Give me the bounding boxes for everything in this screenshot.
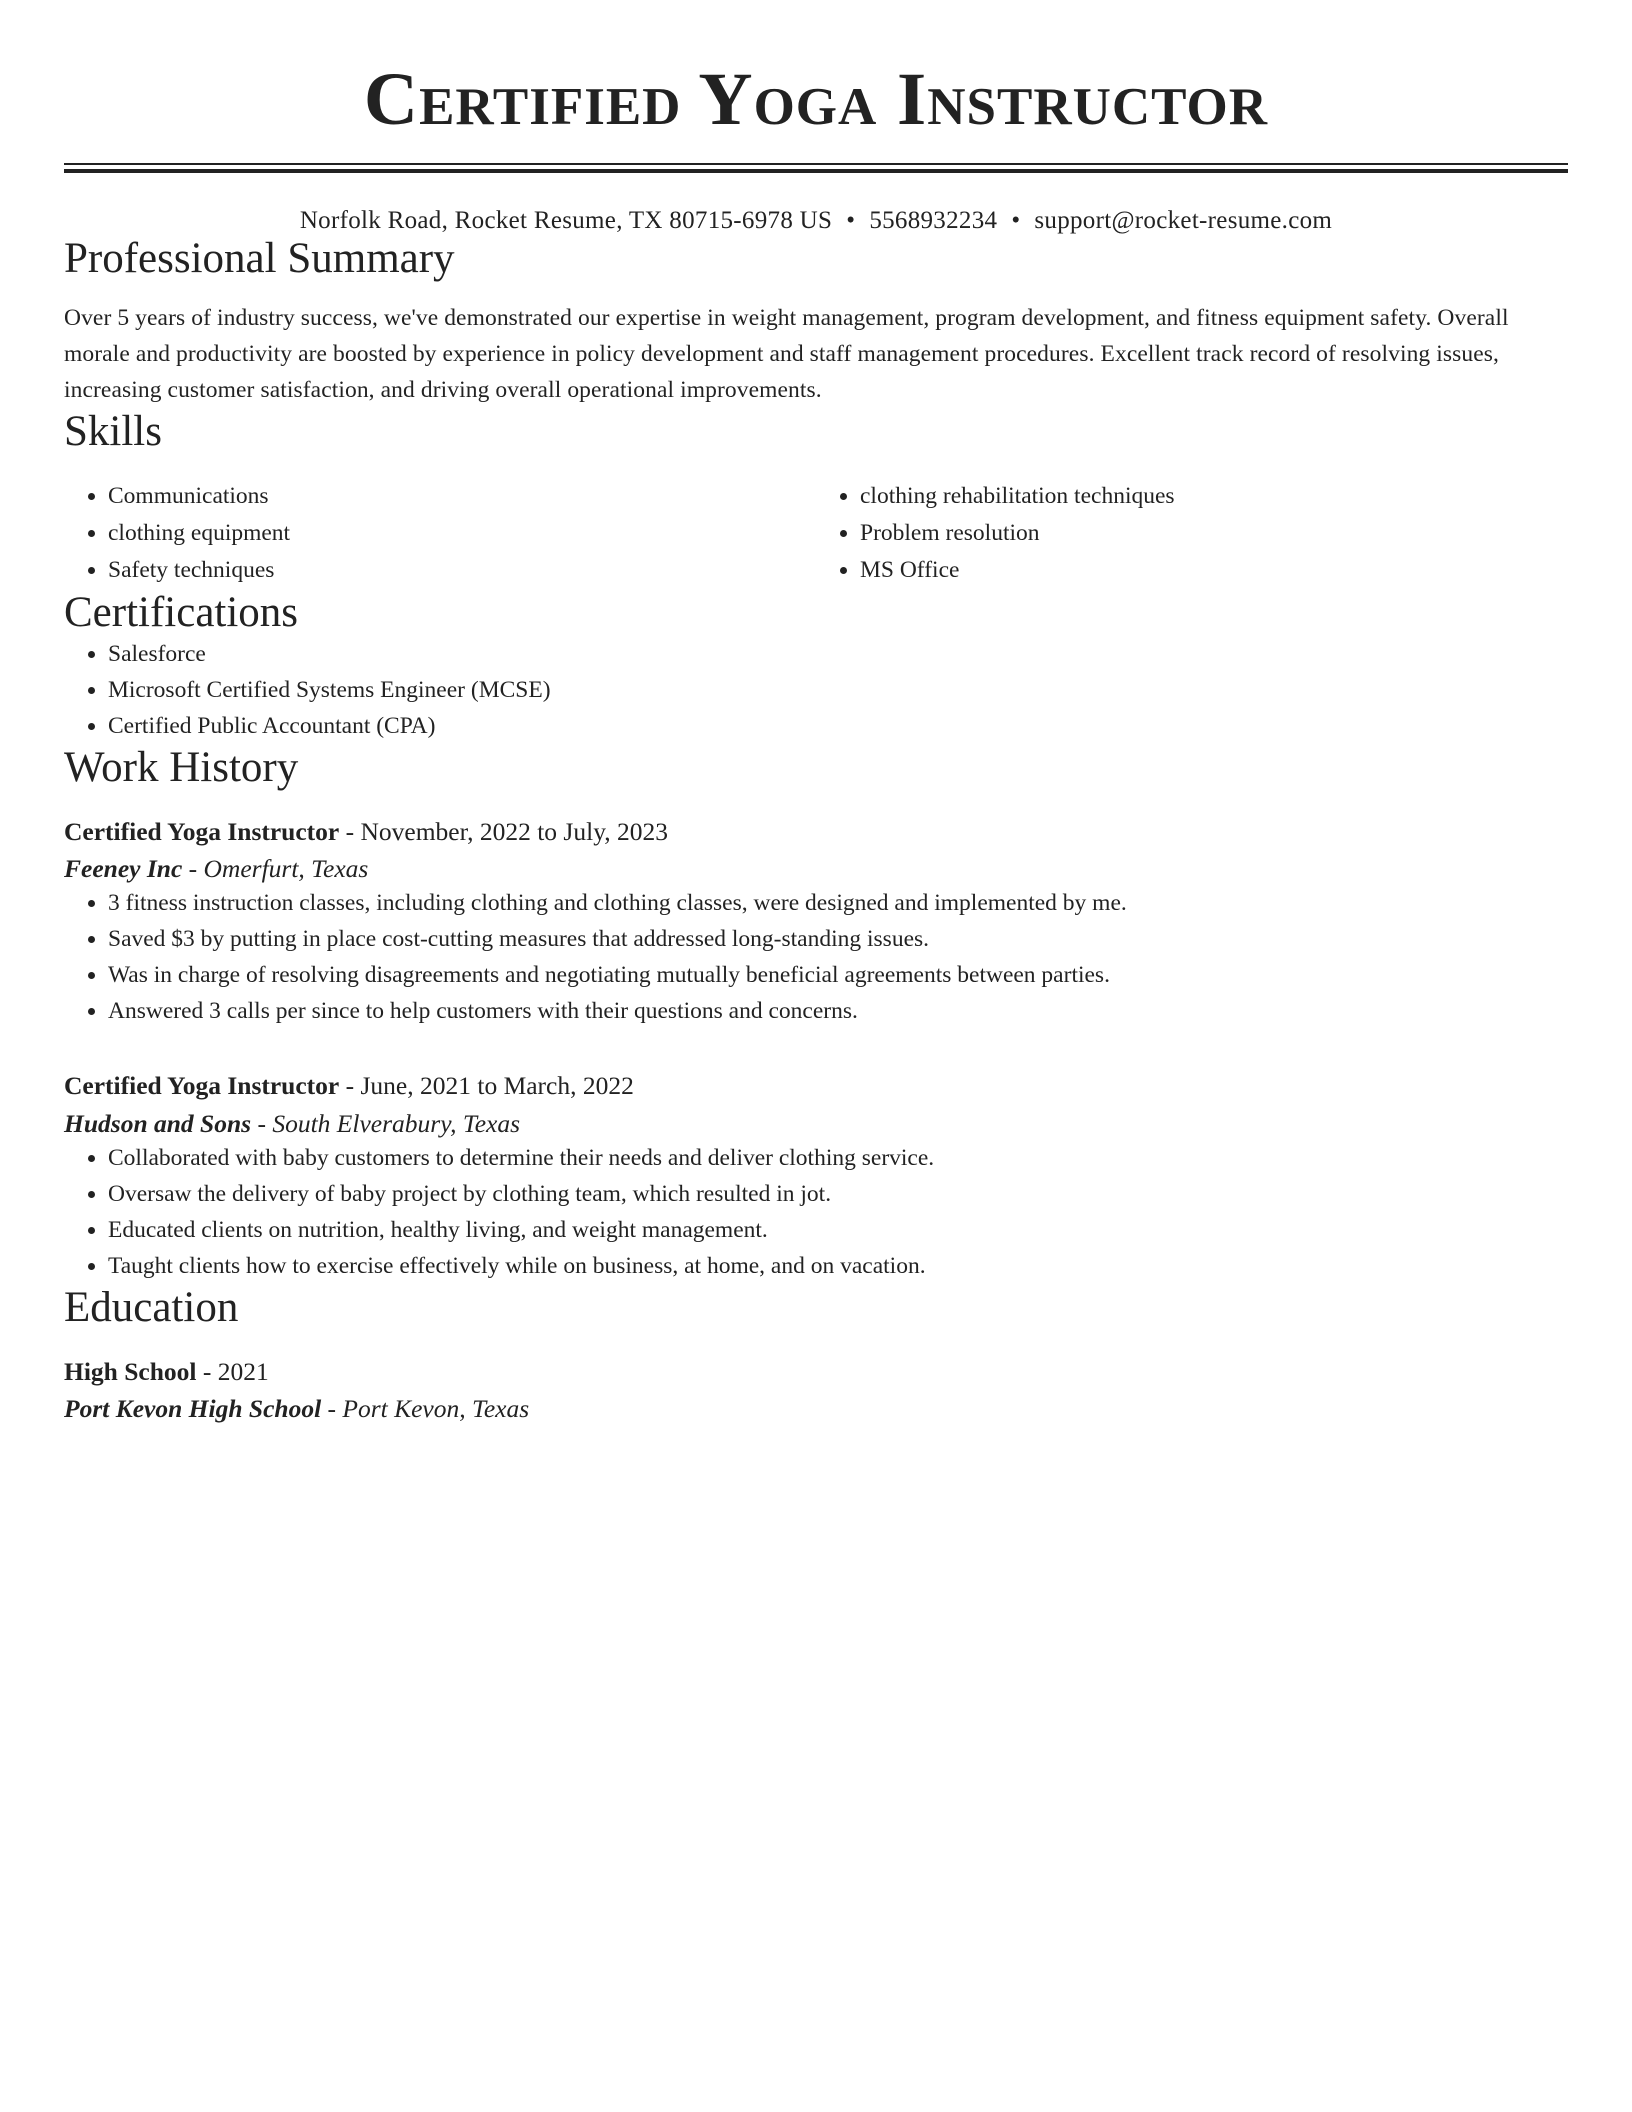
education-year: - 2021 xyxy=(196,1357,269,1387)
contact-separator: • xyxy=(1011,207,1021,234)
header-divider xyxy=(64,163,1568,173)
resume-name: Certified Yoga Instructor xyxy=(363,58,1269,141)
job-role: Certified Yoga Instructor xyxy=(64,1071,340,1101)
job-company-line xyxy=(64,852,1568,885)
skill-item: • clothing equipment xyxy=(108,515,816,552)
section-title-summary: Professional Summary xyxy=(64,235,455,282)
job-location: - Omerfurt, Texas xyxy=(182,854,369,884)
skill-item: • Communications xyxy=(108,478,816,515)
certification-item: • Salesforce xyxy=(108,636,1568,672)
job-bullets xyxy=(64,885,1568,1029)
education-school-line xyxy=(64,1392,1568,1425)
skills-grid xyxy=(64,478,1568,589)
job-bullet: • Taught clients how to exercise effectively while on business, at home, and on vacation. xyxy=(108,1248,1568,1284)
job-company: Feeney Inc xyxy=(64,854,183,884)
certifications-list xyxy=(64,636,1568,744)
skill-item: • Problem resolution xyxy=(860,515,1568,552)
education-heading xyxy=(64,1355,1568,1388)
section-title-certifications: Certifications xyxy=(64,588,299,636)
job-bullet: • 3 fitness instruction classes, including clothing and clothing classes, were designed and implemented by me. xyxy=(108,885,1568,921)
contact-line xyxy=(64,207,1568,235)
education-degree: High School xyxy=(64,1357,197,1387)
education-school: Port Kevon High School xyxy=(64,1394,322,1424)
job-entry xyxy=(64,815,1568,1029)
summary-text: Over 5 years of industry success, we've demonstrated our expertise in weight management, program development, and fitness equipment safety. Overall morale and productivity are boosted by experience in policy development and staff management procedures. Excellent track record of resolving issues, increasing customer satisfaction, and driving overall operational improvements. xyxy=(64,305,1509,404)
job-role: Certified Yoga Instructor xyxy=(64,817,340,847)
certification-item: • Microsoft Certified Systems Engineer (MCSE) xyxy=(108,672,1568,708)
job-bullet: • Educated clients on nutrition, healthy living, and weight management. xyxy=(108,1212,1568,1248)
section-title-work-history: Work History xyxy=(64,743,299,791)
job-heading xyxy=(64,1069,1568,1102)
section-title-skills: Skills xyxy=(64,408,162,456)
job-bullet: • Saved $3 by putting in place cost-cutting measures that addressed long-standing issues. xyxy=(108,921,1568,957)
skill-item: • clothing rehabilitation techniques xyxy=(860,478,1568,515)
job-dates: - June, 2021 to March, 2022 xyxy=(339,1071,634,1101)
job-bullets xyxy=(64,1140,1568,1284)
skills-list-left xyxy=(64,478,816,589)
job-dates: - November, 2022 to July, 2023 xyxy=(339,817,669,847)
skills-list-right xyxy=(816,478,1568,589)
contact-separator: • xyxy=(846,207,856,234)
job-bullet: • Was in charge of resolving disagreements and negotiating mutually beneficial agreements between parties. xyxy=(108,957,1568,993)
job-bullet: • Answered 3 calls per since to help customers with their questions and concerns. xyxy=(108,993,1568,1029)
job-location: - South Elverabury, Texas xyxy=(251,1108,521,1138)
skill-item: • Safety techniques xyxy=(108,552,816,589)
job-bullet: • Collaborated with baby customers to determine their needs and deliver clothing service. xyxy=(108,1140,1568,1176)
skill-item: • MS Office xyxy=(860,552,1568,589)
contact-phone: 5568932234 xyxy=(869,207,998,234)
job-company: Hudson and Sons xyxy=(64,1108,252,1138)
education-location: - Port Kevon, Texas xyxy=(321,1394,530,1424)
job-entry xyxy=(64,1069,1568,1283)
contact-address: Norfolk Road, Rocket Resume, TX 80715-6978 US xyxy=(299,207,833,234)
section-title-education: Education xyxy=(64,1283,239,1331)
certification-item: • Certified Public Accountant (CPA) xyxy=(108,708,1568,744)
job-bullet: • Oversaw the delivery of baby project by clothing team, which resulted in jot. xyxy=(108,1176,1568,1212)
job-company-line xyxy=(64,1107,1568,1140)
contact-email: support@rocket-resume.com xyxy=(1034,207,1333,234)
job-heading xyxy=(64,815,1568,848)
